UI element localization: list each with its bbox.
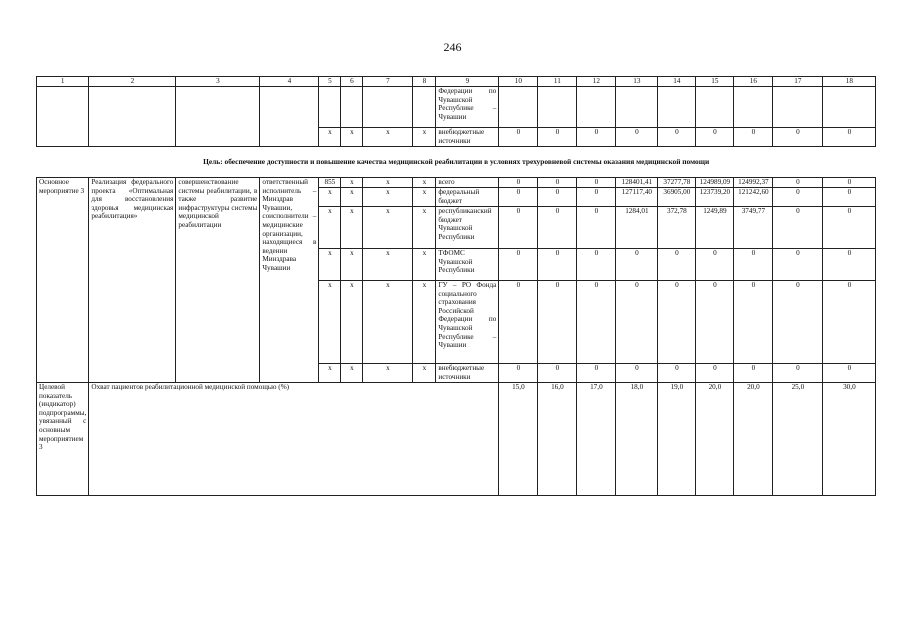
cell-value: 0 xyxy=(773,188,823,207)
cell-code: x xyxy=(413,207,436,249)
cell-code: x xyxy=(341,207,363,249)
indicator-value: 17,0 xyxy=(577,383,616,496)
indicator-value: 20,0 xyxy=(696,383,734,496)
cell-code: x xyxy=(363,178,413,188)
col-number: 12 xyxy=(577,77,616,87)
cell-value xyxy=(577,87,616,128)
cell-value: 3749,77 xyxy=(734,207,773,249)
col-number: 14 xyxy=(658,77,696,87)
cell-value: 37277,78 xyxy=(658,178,696,188)
cell-value: 0 xyxy=(658,249,696,281)
cell-value: 0 xyxy=(823,207,876,249)
table-row xyxy=(37,87,876,128)
cell-value: 0 xyxy=(499,188,538,207)
funding-source: внебюджетные источники xyxy=(436,128,499,147)
cell-code: x xyxy=(319,207,341,249)
cell-value: 0 xyxy=(658,364,696,383)
cell-code: x xyxy=(363,207,413,249)
cell-code: x xyxy=(363,249,413,281)
activity-responsible: ответственный исполнитель – Минздрав Чувашии, соисполнители – медицинские организации, находящиеся в ведении Минздрава Чувашии xyxy=(260,178,319,383)
funding-source: республиканский бюджет Чувашской Республики xyxy=(436,207,499,249)
cell-code: x xyxy=(319,281,341,364)
cell-value: 0 xyxy=(577,364,616,383)
indicator-value: 19,0 xyxy=(658,383,696,496)
cell-value: 0 xyxy=(538,249,577,281)
indicator-value: 15,0 xyxy=(499,383,538,496)
cell-code: x xyxy=(319,188,341,207)
cell-value xyxy=(616,87,658,128)
funding-source: всего xyxy=(436,178,499,188)
col-number: 7 xyxy=(363,77,413,87)
cell-code: x xyxy=(319,364,341,383)
cell-code: x xyxy=(413,178,436,188)
indicator-value: 30,0 xyxy=(823,383,876,496)
indicator-value: 25,0 xyxy=(773,383,823,496)
cell-value: 0 xyxy=(734,128,773,147)
activity-label: Основное мероприятие 3 xyxy=(37,178,89,383)
cell-code: x xyxy=(341,281,363,364)
col-number: 16 xyxy=(734,77,773,87)
col-number: 2 xyxy=(89,77,176,87)
col-number: 5 xyxy=(319,77,341,87)
cell-value: 0 xyxy=(577,281,616,364)
col-number: 4 xyxy=(260,77,319,87)
cell-value: 0 xyxy=(823,178,876,188)
cell-value: 1249,89 xyxy=(696,207,734,249)
indicator-text: Охват пациентов реабилитационной медицинской помощью (%) xyxy=(89,383,499,496)
cell-code: x xyxy=(413,128,436,147)
cell-code: x xyxy=(363,364,413,383)
cell-value: 0 xyxy=(616,249,658,281)
cell-value: 0 xyxy=(499,207,538,249)
cell-value: 0 xyxy=(823,281,876,364)
col-number: 8 xyxy=(413,77,436,87)
col-number: 18 xyxy=(823,77,876,87)
cell-value: 124992,37 xyxy=(734,178,773,188)
cell-value: 0 xyxy=(823,128,876,147)
cell-code: x xyxy=(319,249,341,281)
cell-value: 0 xyxy=(616,128,658,147)
cell-code: 855 xyxy=(319,178,341,188)
cell-value: 0 xyxy=(616,364,658,383)
cell-code xyxy=(413,87,436,128)
goal-row xyxy=(37,147,876,178)
cell-value: 0 xyxy=(734,364,773,383)
col-number: 3 xyxy=(176,77,260,87)
cell-value: 0 xyxy=(616,281,658,364)
cell-value: 0 xyxy=(577,178,616,188)
cell-code: x xyxy=(341,128,363,147)
col-number: 17 xyxy=(773,77,823,87)
cell-code: x xyxy=(413,188,436,207)
cell-value: 0 xyxy=(823,364,876,383)
cell-value: 128401,41 xyxy=(616,178,658,188)
cell-value: 0 xyxy=(499,178,538,188)
cell-value: 0 xyxy=(823,249,876,281)
cell-code: x xyxy=(413,281,436,364)
cell-code: x xyxy=(319,128,341,147)
cell-value: 0 xyxy=(538,281,577,364)
cell-value: 0 xyxy=(658,281,696,364)
cell-code: x xyxy=(363,281,413,364)
cell-empty xyxy=(176,87,260,147)
column-number-row xyxy=(37,77,876,87)
cell-value: 0 xyxy=(773,364,823,383)
indicator-label: Целевой показатель (индикатор) подпрограммы, увязанный с основным мероприятием 3 xyxy=(37,383,89,496)
cell-value: 0 xyxy=(538,178,577,188)
cell-value xyxy=(734,87,773,128)
cell-value: 121242,60 xyxy=(734,188,773,207)
cell-value: 372,78 xyxy=(658,207,696,249)
cell-value xyxy=(499,87,538,128)
cell-code xyxy=(341,87,363,128)
col-number: 1 xyxy=(37,77,89,87)
goal-text: Цель: обеспечение доступности и повышение качества медицинской реабилитации в условиях трехуровневой системы оказания медицинской помощи xyxy=(37,147,876,178)
col-number: 13 xyxy=(616,77,658,87)
cell-value: 0 xyxy=(823,188,876,207)
cell-code: x xyxy=(341,188,363,207)
cell-value: 0 xyxy=(773,128,823,147)
col-number: 15 xyxy=(696,77,734,87)
col-number: 9 xyxy=(436,77,499,87)
cell-value: 0 xyxy=(577,188,616,207)
cell-code: x xyxy=(413,249,436,281)
cell-value: 0 xyxy=(734,281,773,364)
cell-value: 127117,40 xyxy=(616,188,658,207)
cell-value: 0 xyxy=(696,249,734,281)
funding-source: внебюджетные источники xyxy=(436,364,499,383)
cell-value xyxy=(823,87,876,128)
cell-value: 0 xyxy=(538,207,577,249)
cell-value: 0 xyxy=(538,364,577,383)
cell-value xyxy=(773,87,823,128)
program-table xyxy=(36,76,876,496)
cell-empty xyxy=(260,87,319,147)
cell-value: 0 xyxy=(696,128,734,147)
funding-source: федеральный бюджет xyxy=(436,188,499,207)
page-number: 246 xyxy=(443,40,462,54)
cell-value: 0 xyxy=(773,178,823,188)
indicator-row xyxy=(37,383,876,496)
cell-code: x xyxy=(413,364,436,383)
cell-value: 0 xyxy=(696,364,734,383)
cell-value: 1284,01 xyxy=(616,207,658,249)
col-number: 11 xyxy=(538,77,577,87)
indicator-value: 18,0 xyxy=(616,383,658,496)
activity-description: совершенствование системы реабилитации, в также развитие инфраструктуры системы медицинской реабилитации xyxy=(176,178,260,383)
cell-value: 0 xyxy=(499,128,538,147)
cell-value: 0 xyxy=(773,281,823,364)
cell-code xyxy=(319,87,341,128)
cell-value: 0 xyxy=(538,128,577,147)
cell-value: 123739,20 xyxy=(696,188,734,207)
cell-code: x xyxy=(363,128,413,147)
cell-code: x xyxy=(363,188,413,207)
indicator-value: 16,0 xyxy=(538,383,577,496)
cell-value: 0 xyxy=(577,207,616,249)
cell-value: 124989,09 xyxy=(696,178,734,188)
cell-code: x xyxy=(341,249,363,281)
col-number: 6 xyxy=(341,77,363,87)
funding-source: Федерации по Чувашской Республике – Чувашии xyxy=(436,87,499,128)
cell-empty xyxy=(89,87,176,147)
cell-empty xyxy=(37,87,89,147)
cell-value: 36905,00 xyxy=(658,188,696,207)
activity-name: Реализация федерального проекта «Оптимальная для восстановления здоровья медицинская реабилитация» xyxy=(89,178,176,383)
table-row xyxy=(37,178,876,188)
cell-value xyxy=(658,87,696,128)
cell-value: 0 xyxy=(499,364,538,383)
cell-value xyxy=(538,87,577,128)
cell-code: x xyxy=(341,178,363,188)
cell-value: 0 xyxy=(538,188,577,207)
cell-code xyxy=(363,87,413,128)
cell-value: 0 xyxy=(577,249,616,281)
indicator-value: 20,0 xyxy=(734,383,773,496)
cell-value: 0 xyxy=(499,249,538,281)
cell-value: 0 xyxy=(499,281,538,364)
cell-value: 0 xyxy=(577,128,616,147)
cell-value: 0 xyxy=(773,207,823,249)
cell-value: 0 xyxy=(773,249,823,281)
cell-value: 0 xyxy=(658,128,696,147)
cell-value xyxy=(696,87,734,128)
funding-source: ГУ – РО Фонда социального страхования Российской Федерации по Чувашской Республике – Чувашии xyxy=(436,281,499,364)
cell-value: 0 xyxy=(696,281,734,364)
col-number: 10 xyxy=(499,77,538,87)
funding-source: ТФОМС Чувашской Республики xyxy=(436,249,499,281)
cell-value: 0 xyxy=(734,249,773,281)
cell-code: x xyxy=(341,364,363,383)
